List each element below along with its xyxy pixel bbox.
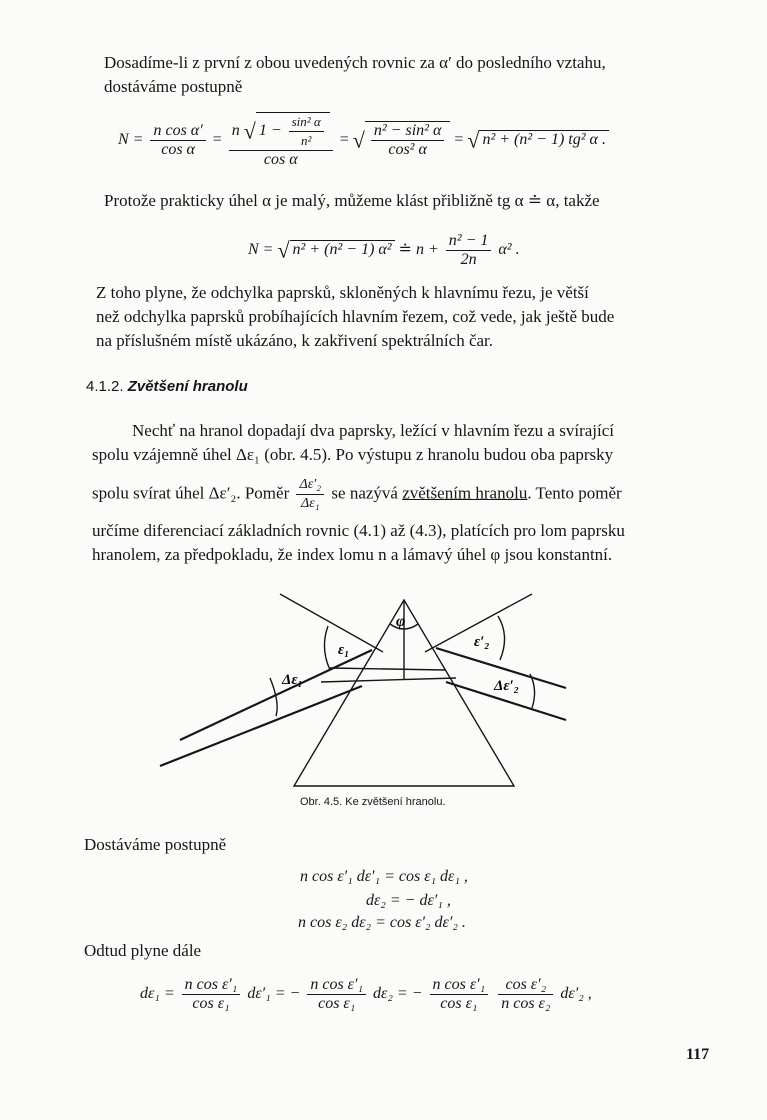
page-number: 117: [686, 1046, 710, 1063]
text-postupne: Dostáváme postupně: [84, 835, 227, 854]
equation-N: N = $\frac{\text{n cos α′}}{\text{cos α}}$ = n √ 1 − $\frac{\text{sin² α}}{\text{n²}}$ cos α = √ $\frac{\text{n² − sin² α}}{\text{cos² α}}$ = √ n² + (n² − 1) tg² α .: [118, 112, 609, 169]
para3-line-3: na příslušném místě ukázáno, k zakřivení spektrálních čar.: [96, 331, 494, 350]
angle-arc-e1: [324, 626, 330, 670]
section-title: Zvětšení hranolu: [127, 378, 248, 395]
para4-line-1: Nechť na hranol dopadají dva paprsky, ležící v hlavním řezu a svírající: [132, 421, 614, 440]
angle-arc-e2p: [498, 616, 505, 660]
internal-ray-2: [321, 678, 456, 682]
text-approximation: Protože prakticky úhel α je malý, můžeme klást přibližně tg α ≐ α, takže: [104, 191, 600, 210]
para3-line-2: než odchylka paprsků probíhajících hlavním řezem, což vede, jak ještě bude: [96, 307, 615, 326]
label-phi: φ: [396, 613, 406, 630]
text-odtud: Odtud plyne dále: [84, 941, 202, 960]
label-delta-epsilon-1: Δε₁: [282, 672, 303, 688]
equation-2: dε₂ = − dε′₁ ,: [366, 892, 451, 909]
figure-caption: Obr. 4.5. Ke zvětšení hranolu.: [300, 796, 446, 808]
section-number: 4.1.2.: [86, 378, 124, 395]
label-delta-epsilon-2-prime: Δε′₂: [494, 678, 520, 694]
prism-diagram: [150, 590, 570, 790]
para3-line-1: Z toho plyne, že odchylka paprsků, skloněných k hlavnímu řezu, je větší: [96, 283, 589, 302]
section-heading: [86, 378, 248, 395]
equation-1: n cos ε′₁ dε′₁ = cos ε₁ dε₁ ,: [300, 868, 468, 885]
eq-N-result: n² + (n² − 1) tg² α .: [479, 130, 608, 149]
label-epsilon-2-prime: ε′₂: [474, 634, 490, 650]
equation-approx: N = √ n² + (n² − 1) α² ≐ n + $\frac{\text{n² − 1}}{2n}$ α² .: [248, 232, 520, 268]
equation-3: n cos ε₂ dε₂ = cos ε′₂ dε′₂ .: [298, 914, 466, 931]
incident-ray-2: [160, 686, 362, 766]
equation-final: dε₁ = $\frac{\text{n cos ε′₁}}{\text{cos ε₁}}$ dε′₁ = − $\frac{\text{n cos ε′₁}}{\text{cos ε₁}}$ dε₂ = − $\frac{\text{n cos ε′₁}}{\text{cos ε₁}}$ $\frac{\text{cos ε′₂}}{\text{n cos ε₂}}$ dε′₂ ,: [140, 976, 592, 1012]
para4-line-3: spolu svírat úhel Δε′₂. Poměr $\frac{\text{Δε′₂}}{\text{Δε₁}}$ se nazývá zvětšením hranolu. Tento poměr: [92, 477, 622, 511]
internal-ray-1: [330, 668, 446, 670]
eq-N-fraction-2: n √ 1 − $\frac{\text{sin² α}}{\text{n²}}$ cos α: [229, 112, 333, 169]
intro-line-1: Dosadíme-li z první z obou uvedených rovnic za α′ do posledního vztahu,: [104, 53, 606, 72]
para4-line-2: spolu vzájemně úhel Δε₁ (obr. 4.5). Po výstupu z hranolu budou oba paprsky: [92, 445, 614, 464]
para4-line-4: určíme diferenciací základních rovnic (4.1) až (4.3), platících pro lom paprsku: [92, 521, 625, 540]
label-epsilon-1: ε₁: [338, 642, 350, 658]
term-magnification: zvětšením hranolu: [402, 483, 528, 503]
eq-N-fraction-1: $\frac{\text{n cos α′}}{\text{cos α}}$: [150, 122, 205, 159]
eq-N-lhs: N =: [118, 131, 144, 149]
eq-N-fraction-3: $\frac{\text{n² − sin² α}}{\text{cos² α}}$: [371, 122, 444, 159]
para4-line-5: hranolem, za předpokladu, že index lomu n a lámavý úhel φ jsou konstantní.: [92, 545, 613, 564]
intro-line-2: dostáváme postupně: [104, 77, 243, 96]
incident-normal: [280, 594, 383, 652]
